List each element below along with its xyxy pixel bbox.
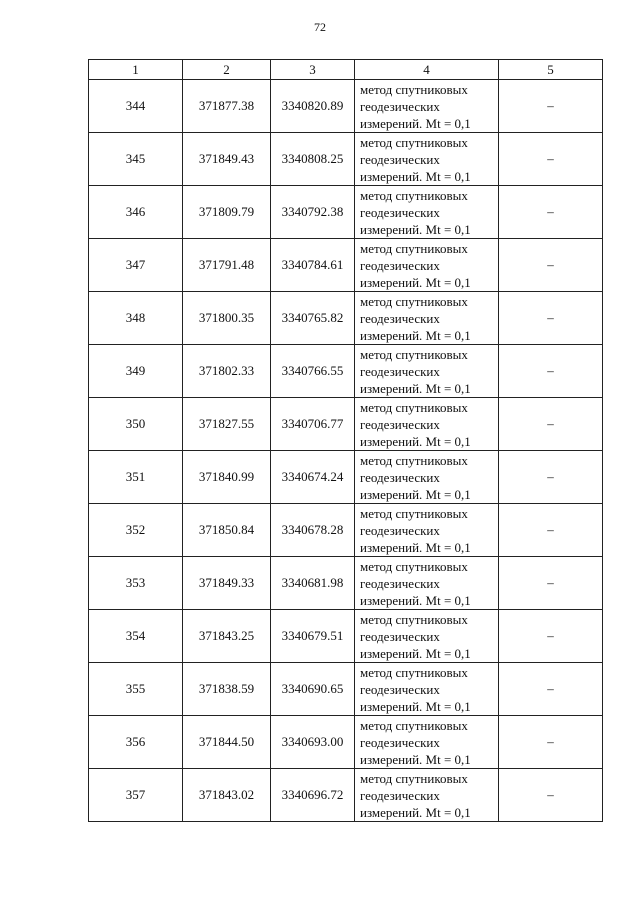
x-coordinate-cell: 371877.38 [183,80,271,133]
method-line: геодезических [360,734,440,750]
x-coordinate-cell: 371809.79 [183,186,271,239]
method-line: метод спутниковых [360,452,468,468]
method-cell [355,345,499,398]
note-cell: – [499,80,603,133]
x-coordinate-cell: 371791.48 [183,239,271,292]
method-line: геодезических [360,151,440,167]
note-cell: – [499,451,603,504]
point-number-cell: 345 [89,133,183,186]
note-cell: – [499,186,603,239]
method-cell [355,451,499,504]
point-number-cell: 347 [89,239,183,292]
y-coordinate-cell: 3340696.72 [271,769,355,822]
point-number-cell: 351 [89,451,183,504]
method-line: метод спутниковых [360,611,468,627]
method-line: геодезических [360,522,440,538]
table-row [89,186,603,239]
method-line: геодезических [360,628,440,644]
point-number-cell: 356 [89,716,183,769]
method-line: метод спутниковых [360,664,468,680]
y-coordinate-cell: 3340679.51 [271,610,355,663]
x-coordinate-cell: 371849.43 [183,133,271,186]
method-line: измерений. Mt = 0,1 [360,433,471,449]
point-number-cell: 346 [89,186,183,239]
table-row [89,504,603,557]
column-header-1: 1 [89,60,183,80]
column-header-2: 2 [183,60,271,80]
coordinates-table [88,59,603,822]
y-coordinate-cell: 3340808.25 [271,133,355,186]
table-row [89,398,603,451]
x-coordinate-cell: 371840.99 [183,451,271,504]
point-number-cell: 352 [89,504,183,557]
method-line: метод спутниковых [360,558,468,574]
note-cell: – [499,398,603,451]
note-cell: – [499,504,603,557]
method-line: измерений. Mt = 0,1 [360,804,471,820]
method-line: метод спутниковых [360,134,468,150]
x-coordinate-cell: 371827.55 [183,398,271,451]
method-line: измерений. Mt = 0,1 [360,274,471,290]
table-header-row [89,60,603,80]
method-cell [355,398,499,451]
method-line: измерений. Mt = 0,1 [360,221,471,237]
method-cell [355,504,499,557]
x-coordinate-cell: 371849.33 [183,557,271,610]
method-cell [355,716,499,769]
note-cell: – [499,716,603,769]
note-cell: – [499,769,603,822]
method-line: измерений. Mt = 0,1 [360,327,471,343]
note-cell: – [499,345,603,398]
point-number-cell: 349 [89,345,183,398]
y-coordinate-cell: 3340693.00 [271,716,355,769]
y-coordinate-cell: 3340784.61 [271,239,355,292]
method-cell [355,239,499,292]
method-line: измерений. Mt = 0,1 [360,592,471,608]
method-line: измерений. Mt = 0,1 [360,486,471,502]
table-row [89,557,603,610]
table-row [89,239,603,292]
method-line: измерений. Mt = 0,1 [360,645,471,661]
method-line: метод спутниковых [360,717,468,733]
note-cell: – [499,610,603,663]
column-header-4: 4 [355,60,499,80]
table-row [89,133,603,186]
method-line: геодезических [360,310,440,326]
method-cell [355,80,499,133]
method-line: метод спутниковых [360,187,468,203]
method-line: метод спутниковых [360,240,468,256]
method-line: метод спутниковых [360,293,468,309]
method-line: измерений. Mt = 0,1 [360,751,471,767]
y-coordinate-cell: 3340820.89 [271,80,355,133]
method-line: метод спутниковых [360,770,468,786]
table-row [89,345,603,398]
method-cell [355,557,499,610]
x-coordinate-cell: 371844.50 [183,716,271,769]
method-line: метод спутниковых [360,81,468,97]
note-cell: – [499,292,603,345]
note-cell: – [499,557,603,610]
method-line: измерений. Mt = 0,1 [360,168,471,184]
table-row [89,716,603,769]
method-line: геодезических [360,204,440,220]
table-row [89,610,603,663]
method-cell [355,663,499,716]
x-coordinate-cell: 371800.35 [183,292,271,345]
point-number-cell: 357 [89,769,183,822]
method-cell [355,769,499,822]
method-line: измерений. Mt = 0,1 [360,698,471,714]
point-number-cell: 355 [89,663,183,716]
method-cell [355,186,499,239]
method-line: геодезических [360,787,440,803]
point-number-cell: 353 [89,557,183,610]
point-number-cell: 348 [89,292,183,345]
x-coordinate-cell: 371802.33 [183,345,271,398]
note-cell: – [499,239,603,292]
point-number-cell: 350 [89,398,183,451]
column-header-5: 5 [499,60,603,80]
table-row [89,769,603,822]
y-coordinate-cell: 3340766.55 [271,345,355,398]
table-row [89,663,603,716]
x-coordinate-cell: 371838.59 [183,663,271,716]
method-line: геодезических [360,575,440,591]
method-line: геодезических [360,416,440,432]
method-line: измерений. Mt = 0,1 [360,380,471,396]
method-cell [355,133,499,186]
note-cell: – [499,133,603,186]
x-coordinate-cell: 371843.02 [183,769,271,822]
method-line: метод спутниковых [360,505,468,521]
method-line: геодезических [360,98,440,114]
y-coordinate-cell: 3340690.65 [271,663,355,716]
method-line: геодезических [360,681,440,697]
page-number: 72 [314,20,326,34]
y-coordinate-cell: 3340681.98 [271,557,355,610]
y-coordinate-cell: 3340765.82 [271,292,355,345]
method-line: геодезических [360,469,440,485]
x-coordinate-cell: 371843.25 [183,610,271,663]
method-cell [355,610,499,663]
table-row [89,80,603,133]
method-line: геодезических [360,257,440,273]
method-line: измерений. Mt = 0,1 [360,115,471,131]
table-body [89,80,603,822]
point-number-cell: 354 [89,610,183,663]
method-line: метод спутниковых [360,346,468,362]
y-coordinate-cell: 3340792.38 [271,186,355,239]
y-coordinate-cell: 3340674.24 [271,451,355,504]
column-header-3: 3 [271,60,355,80]
point-number-cell: 344 [89,80,183,133]
table-row [89,451,603,504]
method-cell [355,292,499,345]
method-line: измерений. Mt = 0,1 [360,539,471,555]
table-row [89,292,603,345]
y-coordinate-cell: 3340706.77 [271,398,355,451]
note-cell: – [499,663,603,716]
x-coordinate-cell: 371850.84 [183,504,271,557]
y-coordinate-cell: 3340678.28 [271,504,355,557]
method-line: метод спутниковых [360,399,468,415]
method-line: геодезических [360,363,440,379]
